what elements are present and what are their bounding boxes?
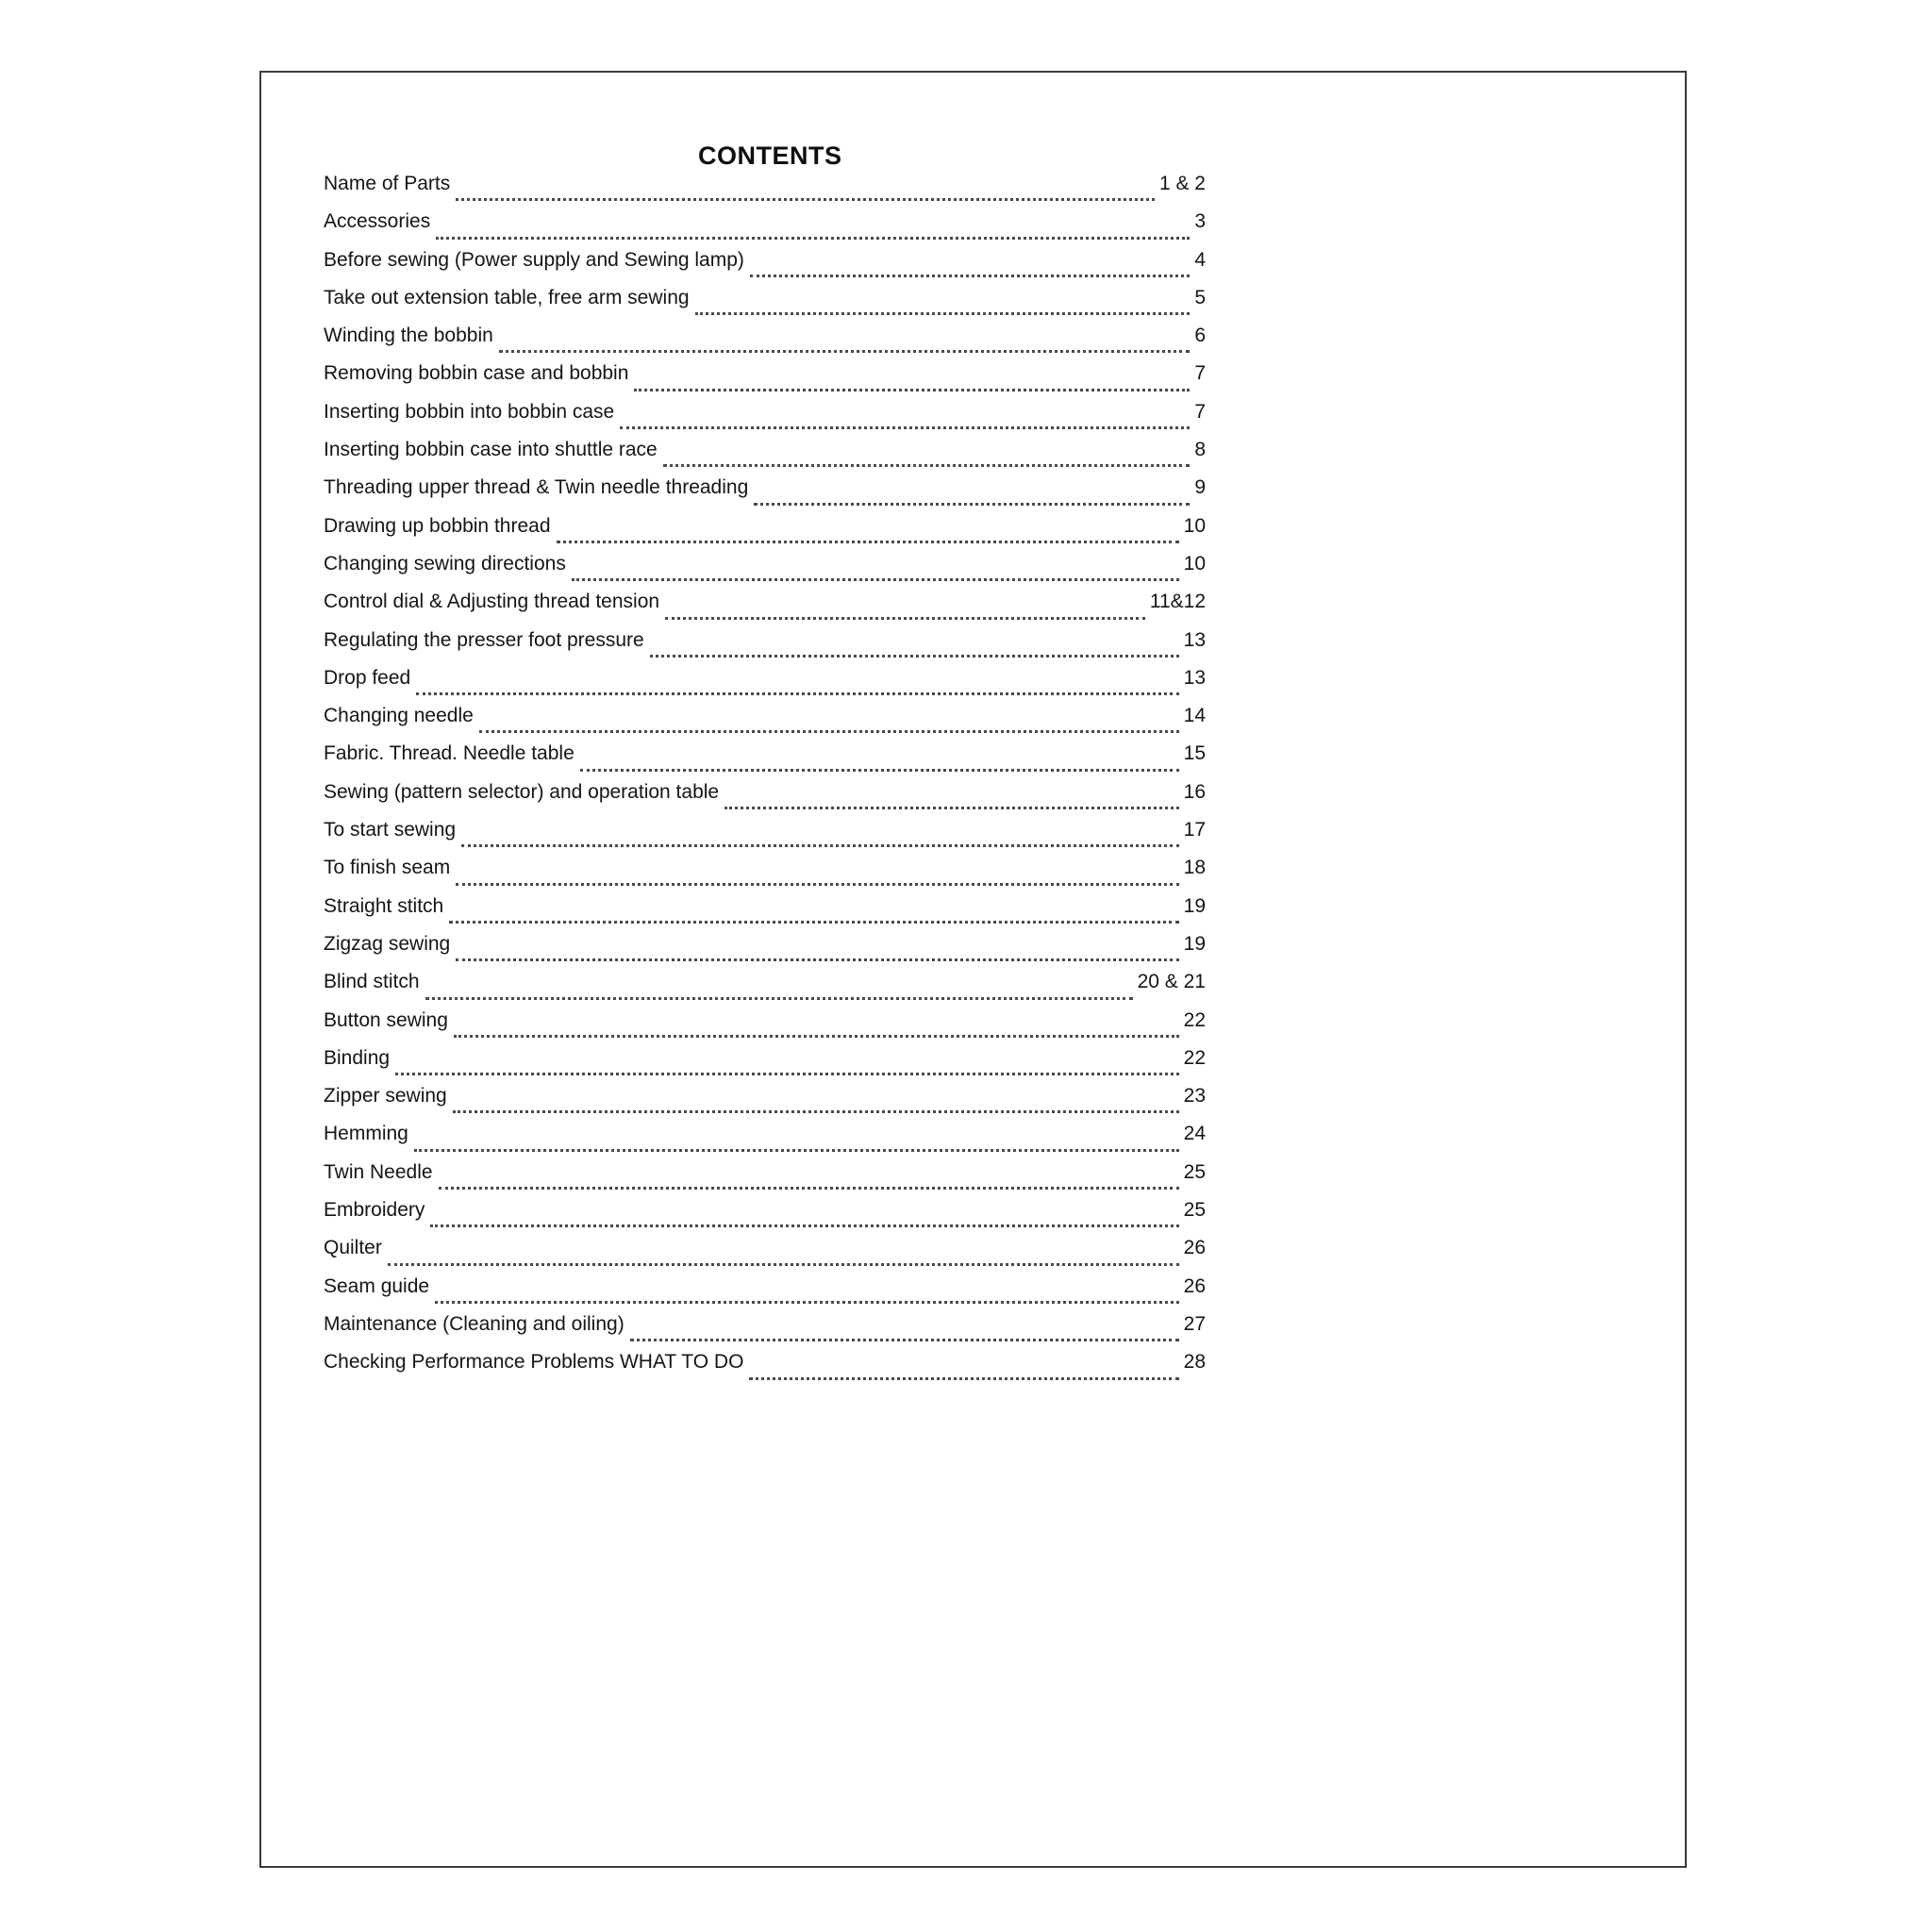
toc-entry-label: Winding the bobbin — [324, 325, 493, 347]
dot-leader — [456, 883, 1178, 886]
toc-entry — [324, 515, 1206, 553]
toc-entry — [324, 1009, 1206, 1047]
dot-leader — [456, 198, 1155, 201]
toc-entry — [324, 401, 1206, 439]
toc-entry-page-number: 5 — [1194, 286, 1206, 308]
toc-entry-label: Blind stitch — [324, 971, 420, 993]
dot-leader — [580, 769, 1179, 772]
dot-leader — [630, 1339, 1179, 1341]
toc-entry-label: Accessories — [324, 210, 431, 233]
dot-leader — [650, 655, 1179, 658]
dot-leader — [456, 958, 1178, 961]
toc-entry — [324, 553, 1206, 591]
toc-entry-label: To start sewing — [324, 819, 457, 841]
toc-entry — [324, 249, 1206, 287]
dot-leader — [479, 730, 1179, 733]
dot-leader — [754, 503, 1190, 506]
toc-entry — [324, 781, 1206, 819]
toc-entry — [324, 1199, 1206, 1237]
dot-leader — [388, 1263, 1179, 1266]
toc-entry — [324, 1237, 1206, 1274]
dot-leader — [416, 692, 1178, 695]
toc-entry-page-number: 1 & 2 — [1158, 173, 1206, 194]
dot-leader — [724, 807, 1179, 809]
toc-entry — [324, 362, 1206, 400]
toc-entry-label: Control dial & Adjusting thread tension — [324, 591, 660, 613]
toc-entry-page-number: 6 — [1194, 325, 1206, 347]
toc-entry — [324, 1123, 1206, 1160]
dot-leader — [663, 464, 1191, 467]
toc-entry-label: Zipper sewing — [324, 1085, 447, 1108]
toc-entry-page-number: 9 — [1194, 476, 1206, 499]
toc-entry-label: Checking Performance Problems WHAT TO DO — [324, 1351, 744, 1374]
toc-entry-page-number: 24 — [1183, 1123, 1206, 1145]
toc-entry-page-number: 18 — [1183, 857, 1206, 879]
toc-entry-label: Twin Needle — [324, 1160, 433, 1183]
toc-entry — [324, 287, 1206, 325]
toc-entry-label: Drop feed — [324, 666, 411, 689]
dot-leader — [750, 275, 1190, 277]
toc-entry-page-number: 19 — [1183, 932, 1206, 955]
toc-entry-label: Removing bobbin case and bobbin — [324, 362, 629, 385]
dot-leader — [749, 1377, 1178, 1380]
toc-entry-page-number: 22 — [1183, 1008, 1206, 1031]
dot-leader — [425, 997, 1133, 1000]
toc-entry-page-number: 17 — [1183, 819, 1206, 841]
dot-leader — [557, 541, 1179, 543]
toc-entry — [324, 705, 1206, 742]
contents-heading: CONTENTS — [698, 142, 842, 170]
toc-entry-label: Inserting bobbin case into shuttle race — [324, 439, 658, 461]
toc-entry-page-number: 16 — [1183, 780, 1206, 803]
dot-leader — [695, 312, 1191, 315]
toc-entry-label: Maintenance (Cleaning and oiling) — [324, 1312, 625, 1335]
toc-entry-label: Seam guide — [324, 1274, 430, 1297]
dot-leader — [395, 1073, 1179, 1075]
toc-entry — [324, 742, 1206, 780]
toc-entry — [324, 325, 1206, 362]
toc-entry-page-number: 27 — [1183, 1312, 1206, 1335]
toc-entry — [324, 933, 1206, 971]
toc-entry-page-number: 8 — [1194, 439, 1206, 461]
dot-leader — [634, 389, 1190, 391]
toc-entry — [324, 210, 1206, 248]
toc-entry-label: Changing needle — [324, 705, 474, 727]
toc-entry — [324, 667, 1206, 705]
toc-entry — [324, 439, 1206, 476]
toc-entry-label: Binding — [324, 1046, 391, 1069]
toc-entry-page-number: 28 — [1183, 1351, 1206, 1374]
dot-leader — [449, 921, 1178, 924]
toc-entry — [324, 591, 1206, 628]
dot-leader — [572, 578, 1179, 581]
dot-leader — [454, 1035, 1179, 1038]
toc-entry-page-number: 7 — [1194, 362, 1206, 385]
toc-entry-page-number: 26 — [1183, 1274, 1206, 1297]
toc-entry-page-number: 25 — [1183, 1160, 1206, 1183]
dot-leader — [414, 1149, 1179, 1152]
toc-entry-page-number: 13 — [1183, 666, 1206, 689]
table-of-contents — [324, 173, 1206, 1390]
toc-entry-label: Regulating the presser foot pressure — [324, 628, 644, 651]
toc-entry-page-number: 10 — [1183, 514, 1206, 537]
dot-leader — [439, 1187, 1179, 1190]
toc-entry-label: Inserting bobbin into bobbin case — [324, 400, 615, 423]
dot-leader — [430, 1224, 1178, 1227]
toc-entry-page-number: 13 — [1183, 628, 1206, 651]
toc-entry-label: Hemming — [324, 1123, 408, 1145]
toc-entry — [324, 1351, 1206, 1389]
toc-entry-label: Sewing (pattern selector) and operation table — [324, 780, 720, 803]
toc-entry-label: Fabric. Thread. Needle table — [324, 742, 575, 765]
toc-entry — [324, 476, 1206, 514]
toc-entry-label: Before sewing (Power supply and Sewing lamp) — [324, 248, 744, 271]
toc-entry-page-number: 7 — [1194, 400, 1206, 423]
toc-entry-page-number: 23 — [1183, 1085, 1206, 1108]
toc-entry-label: Embroidery — [324, 1199, 425, 1222]
toc-entry — [324, 1161, 1206, 1199]
toc-entry-label: Button sewing — [324, 1008, 448, 1031]
toc-entry — [324, 1313, 1206, 1351]
toc-entry-label: Name of Parts — [324, 173, 451, 194]
toc-entry — [324, 971, 1206, 1008]
dot-leader — [453, 1110, 1179, 1113]
toc-entry-page-number: 25 — [1183, 1199, 1206, 1222]
toc-entry-label: Take out extension table, free arm sewing — [324, 286, 690, 308]
toc-entry-page-number: 26 — [1183, 1237, 1206, 1259]
dot-leader — [499, 350, 1191, 353]
toc-entry — [324, 629, 1206, 667]
toc-entry — [324, 1275, 1206, 1313]
toc-entry-page-number: 4 — [1194, 248, 1206, 271]
toc-entry-label: Straight stitch — [324, 894, 444, 917]
toc-entry — [324, 1047, 1206, 1085]
toc-entry-page-number: 10 — [1183, 552, 1206, 575]
dot-leader — [665, 617, 1145, 620]
toc-entry-label: Threading upper thread & Twin needle threading — [324, 476, 749, 499]
toc-entry-label: Zigzag sewing — [324, 932, 451, 955]
toc-entry — [324, 857, 1206, 894]
toc-entry-page-number: 22 — [1183, 1046, 1206, 1069]
toc-entry — [324, 173, 1206, 210]
toc-entry-label: Drawing up bobbin thread — [324, 514, 551, 537]
toc-entry-page-number: 14 — [1183, 705, 1206, 727]
toc-entry-page-number: 3 — [1194, 210, 1206, 233]
toc-entry-label: To finish seam — [324, 857, 451, 879]
dot-leader — [461, 844, 1179, 847]
toc-entry — [324, 819, 1206, 857]
toc-entry-page-number: 15 — [1183, 742, 1206, 765]
dot-leader — [620, 426, 1190, 429]
toc-entry-page-number: 19 — [1183, 894, 1206, 917]
dot-leader — [435, 1301, 1179, 1304]
toc-entry — [324, 1085, 1206, 1123]
toc-entry-label: Quilter — [324, 1237, 382, 1259]
toc-entry-label: Changing sewing directions — [324, 552, 566, 575]
dot-leader — [436, 237, 1190, 240]
toc-entry — [324, 895, 1206, 933]
toc-entry-page-number: 20 & 21 — [1137, 971, 1206, 993]
toc-entry-page-number: 11&12 — [1149, 591, 1206, 613]
